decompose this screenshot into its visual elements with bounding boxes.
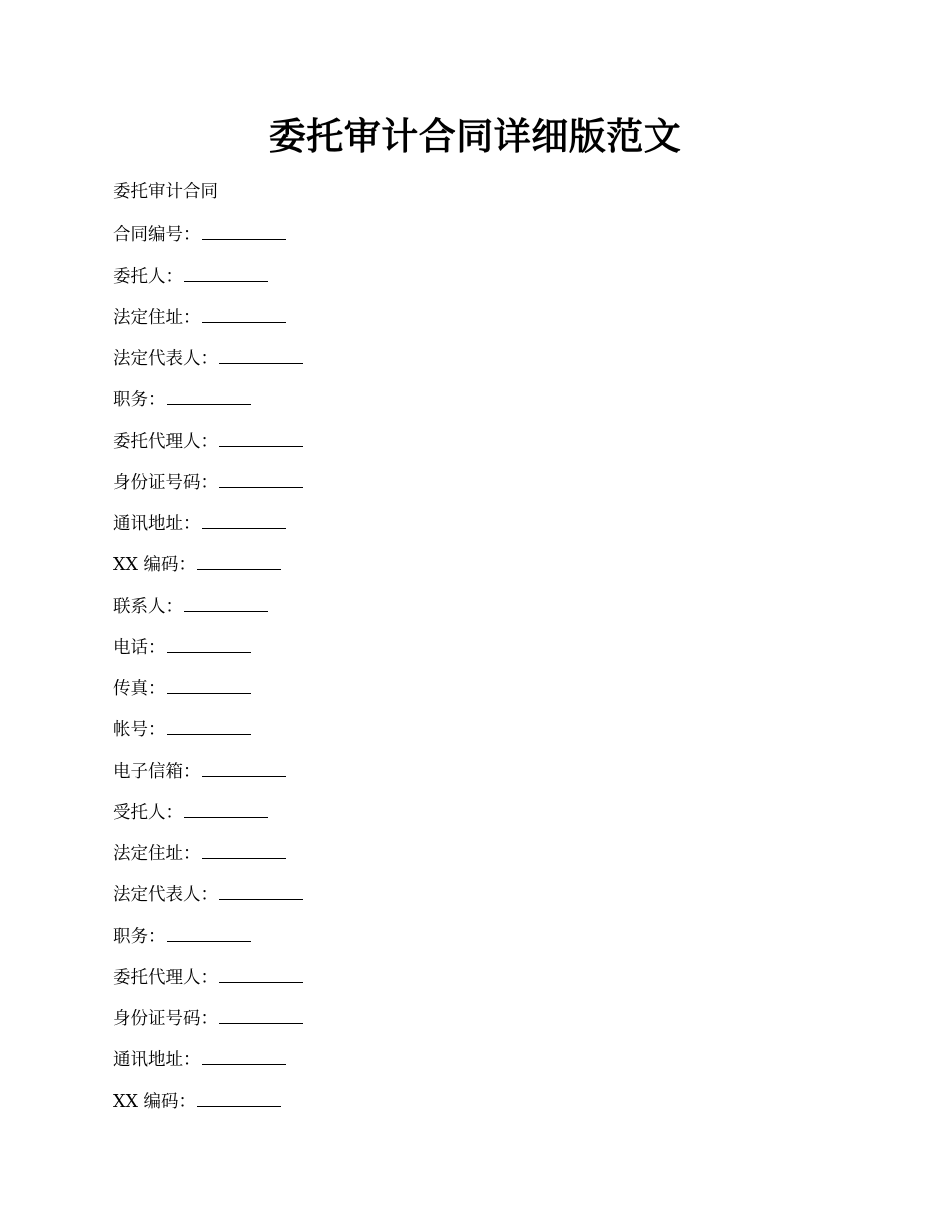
fill-in-blank [202, 302, 286, 323]
field-contract-number [113, 219, 853, 260]
fill-in-blank [219, 467, 303, 488]
fill-in-blank [219, 879, 303, 900]
field-label: XX 编码： [113, 555, 196, 576]
field-client-legal-representative [113, 343, 853, 384]
fill-in-blank [219, 962, 303, 983]
field-trustee [113, 797, 853, 838]
field-label: 法定代表人： [113, 349, 218, 369]
field-label: 传真： [113, 679, 166, 699]
fill-in-blank [202, 508, 286, 529]
fill-in-blank [184, 591, 268, 612]
fill-in-blank [202, 838, 286, 859]
field-trustee-id-number [113, 1003, 853, 1044]
field-label: 委托代理人： [113, 431, 218, 452]
contract-heading: 委托审计合同 [113, 182, 218, 202]
field-label: 职务： [113, 926, 166, 947]
fill-in-blank [202, 756, 286, 777]
fill-in-blank [167, 714, 251, 735]
field-label: 通讯地址： [113, 1050, 201, 1071]
field-trustee-agent [113, 962, 853, 1003]
field-label: 受托人： [113, 802, 183, 823]
fill-in-blank [219, 343, 303, 364]
field-label: 电话： [113, 637, 166, 658]
field-label: 法定住址： [113, 307, 201, 328]
field-client-email [113, 756, 853, 797]
fill-in-blank [219, 1003, 303, 1024]
field-client-fax [113, 673, 853, 714]
fill-in-blank [167, 384, 251, 405]
fill-in-blank [202, 1044, 286, 1065]
field-label: 身份证号码： [113, 1009, 218, 1029]
field-label: 电子信箱： [113, 761, 201, 782]
fill-in-blank [202, 219, 286, 240]
field-trustee-position [113, 921, 853, 962]
field-label: 通讯地址： [113, 514, 201, 534]
field-label: 法定代表人： [113, 885, 218, 906]
field-label: 职务： [113, 390, 166, 411]
field-trustee-legal-representative [113, 879, 853, 920]
field-trustee-postal-code [113, 1086, 853, 1127]
fill-in-blank [184, 797, 268, 818]
field-client-address [113, 302, 853, 343]
fill-in-blank [197, 1086, 281, 1107]
fill-in-blank [167, 632, 251, 653]
field-label: 委托代理人： [113, 967, 218, 988]
field-label: 法定住址： [113, 844, 201, 864]
field-client-account [113, 714, 853, 755]
field-client-id-number [113, 467, 853, 508]
fill-in-blank [197, 549, 281, 570]
field-label: 委托人： [113, 266, 183, 287]
fill-in-blank [167, 673, 251, 694]
field-client-position [113, 384, 853, 425]
fill-in-blank [167, 921, 251, 942]
field-client-contact [113, 591, 853, 632]
field-label: 帐号： [113, 720, 166, 741]
field-client-mailing-address [113, 508, 853, 549]
field-label: XX 编码： [113, 1091, 196, 1112]
field-label: 合同编号： [113, 225, 201, 246]
document-title: 委托审计合同详细版范文 [268, 114, 682, 158]
field-label: 身份证号码： [113, 472, 218, 493]
field-client-postal-code [113, 549, 853, 590]
fill-in-blank [219, 426, 303, 447]
fill-in-blank [184, 261, 268, 282]
field-client-agent [113, 426, 853, 467]
field-trustee-address [113, 838, 853, 879]
field-label: 联系人： [113, 596, 183, 617]
field-client-phone [113, 632, 853, 673]
field-trustee-mailing-address [113, 1044, 853, 1085]
document-body [113, 178, 853, 1127]
field-client [113, 261, 853, 302]
